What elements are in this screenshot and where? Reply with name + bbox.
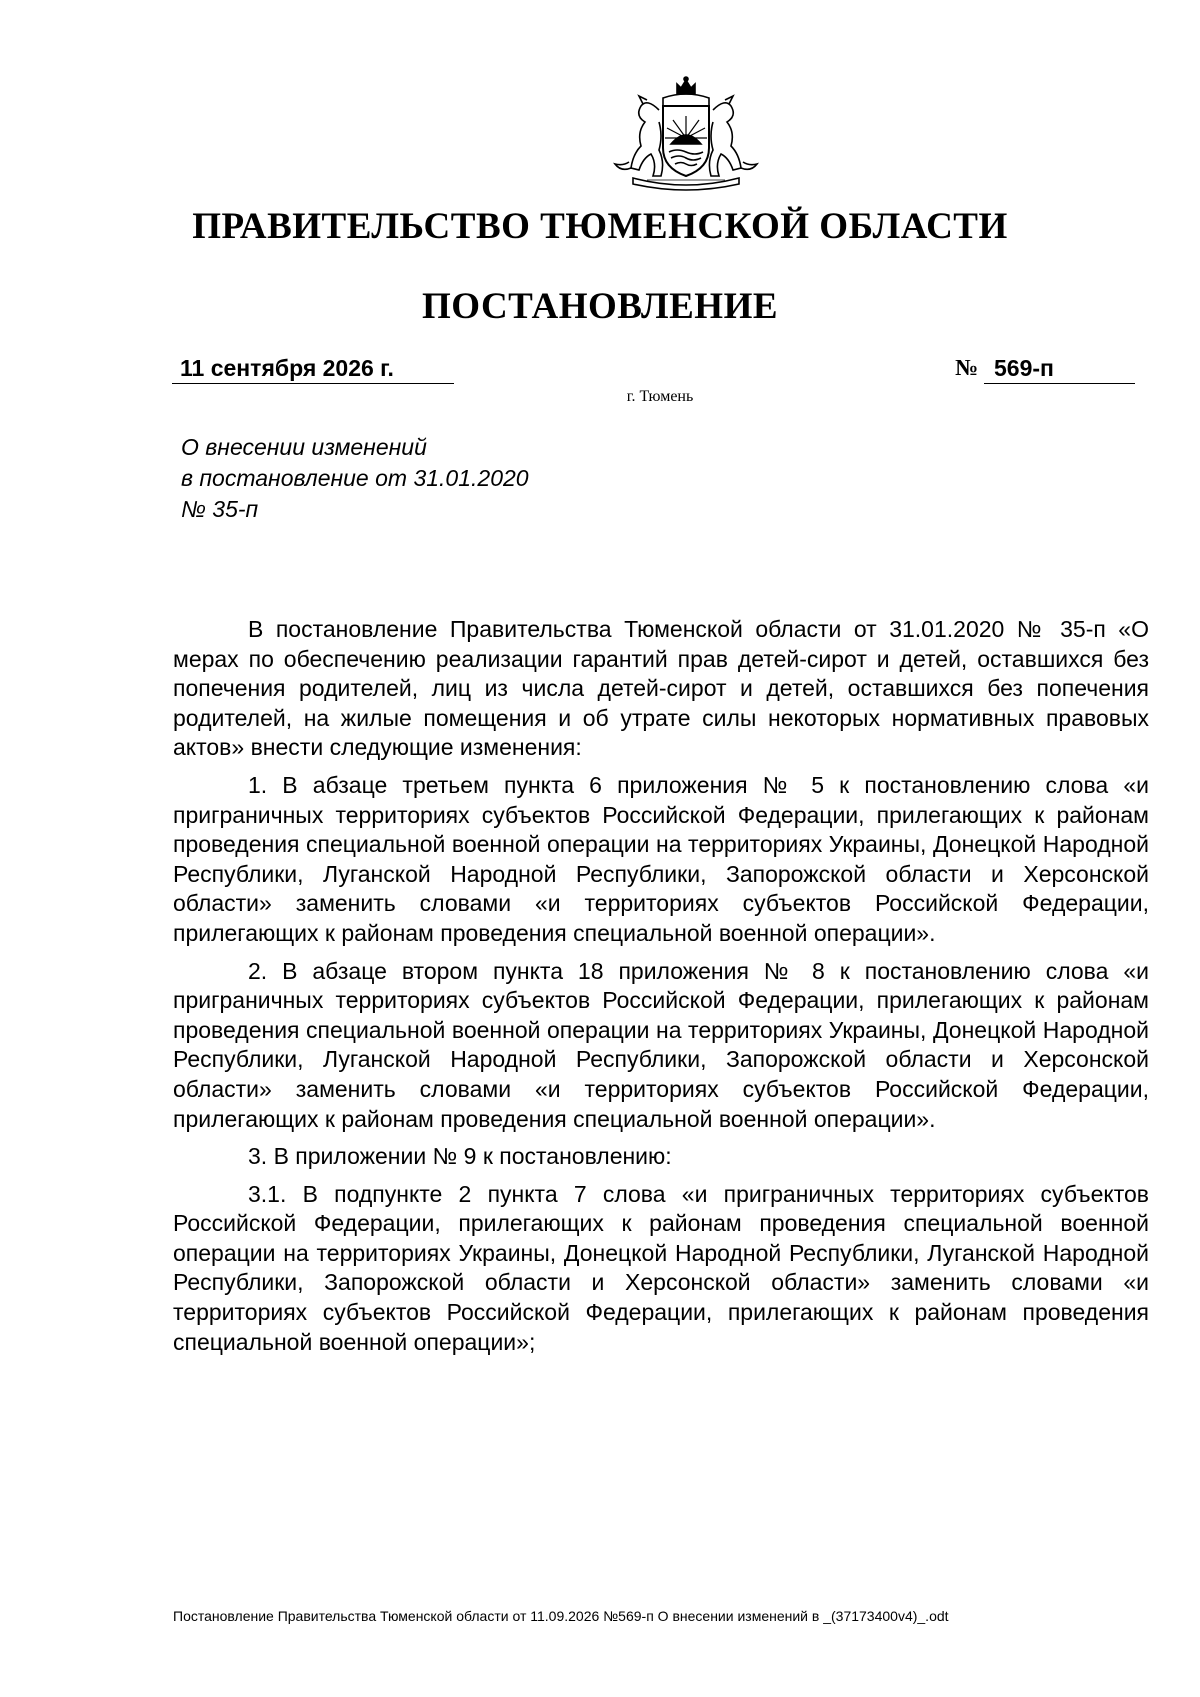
subject-line-2: в постановление от 31.01.2020 [181, 465, 529, 491]
document-type: ПОСТАНОВЛЕНИЕ [421, 286, 779, 327]
item-3-paragraph: 3. В приложении № 9 к постановлению: [248, 1143, 672, 1170]
document-number: 569-п [994, 355, 1054, 381]
date-field [172, 355, 454, 384]
subject-line-1: О внесении изменений [181, 434, 427, 460]
coat-of-arms-icon [593, 76, 779, 194]
item-2-paragraph: 2. В абзаце втором пункта 18 приложения № 8 к постановлению слова «и приграничных территориях субъектов Российской Федерации, прилегающих к районам проведения специальной военной операции на территориях Украины, Донецкой Народной Республики, Луганской Народной Республики, Запорожской области и Херсонской области» заменить словами «и территориях субъектов Российской Федерации, прилегающих к районам проведения специальной военной операции». [173, 957, 1149, 1132]
item-1-paragraph: 1. В абзаце третьем пункта 6 приложения № 5 к постановлению слова «и приграничных территориях субъектов Российской Федерации, прилегающих к районам проведения специальной военной операции на территориях Украины, Донецкой Народной Республики, Луганской Народной Республики, Запорожской области и Херсонской области» заменить словами «и территориях субъектов Российской Федерации, прилегающих к районам проведения специальной военной операции». [173, 771, 1149, 946]
number-underline [984, 355, 1135, 384]
number-sign: № [955, 355, 979, 380]
document-subject [181, 432, 741, 525]
organization-title: ПРАВИТЕЛЬСТВО ТЮМЕНСКОЙ ОБЛАСТИ [192, 206, 1008, 247]
document-date: 11 сентября 2026 г. [180, 355, 394, 381]
number-field [955, 355, 1135, 383]
subject-line-3: № 35-п [181, 496, 259, 522]
page-footer: Постановление Правительства Тюменской области от 11.09.2026 №569-п О внесении изменений в _(37173400v4)_.odt [173, 1608, 949, 1624]
city-label: г. Тюмень [626, 388, 694, 405]
item-3-1-paragraph: 3.1. В подпункте 2 пункта 7 слова «и приграничных территориях субъектов Российской Федерации, прилегающих к районам проведения специальной военной операции на территориях Украины, Донецкой Народной Республики, Луганской Народной Республики, Запорожской области и Херсонской области» заменить словами «и территориях субъектов Российской Федерации, прилегающих к районам проведения специальной военной операции»; [173, 1180, 1149, 1355]
intro-paragraph: В постановление Правительства Тюменской области от 31.01.2020 № 35-п «О мерах по обеспечению реализации гарантий прав детей-сирот и детей, оставшихся без попечения родителей, лиц из числа детей-сирот и детей, оставшихся без попечения родителей, на жилые помещения и об утрате силы некоторых нормативных правовых актов» внести следующие изменения: [173, 616, 1149, 761]
document-body [173, 615, 1149, 1365]
